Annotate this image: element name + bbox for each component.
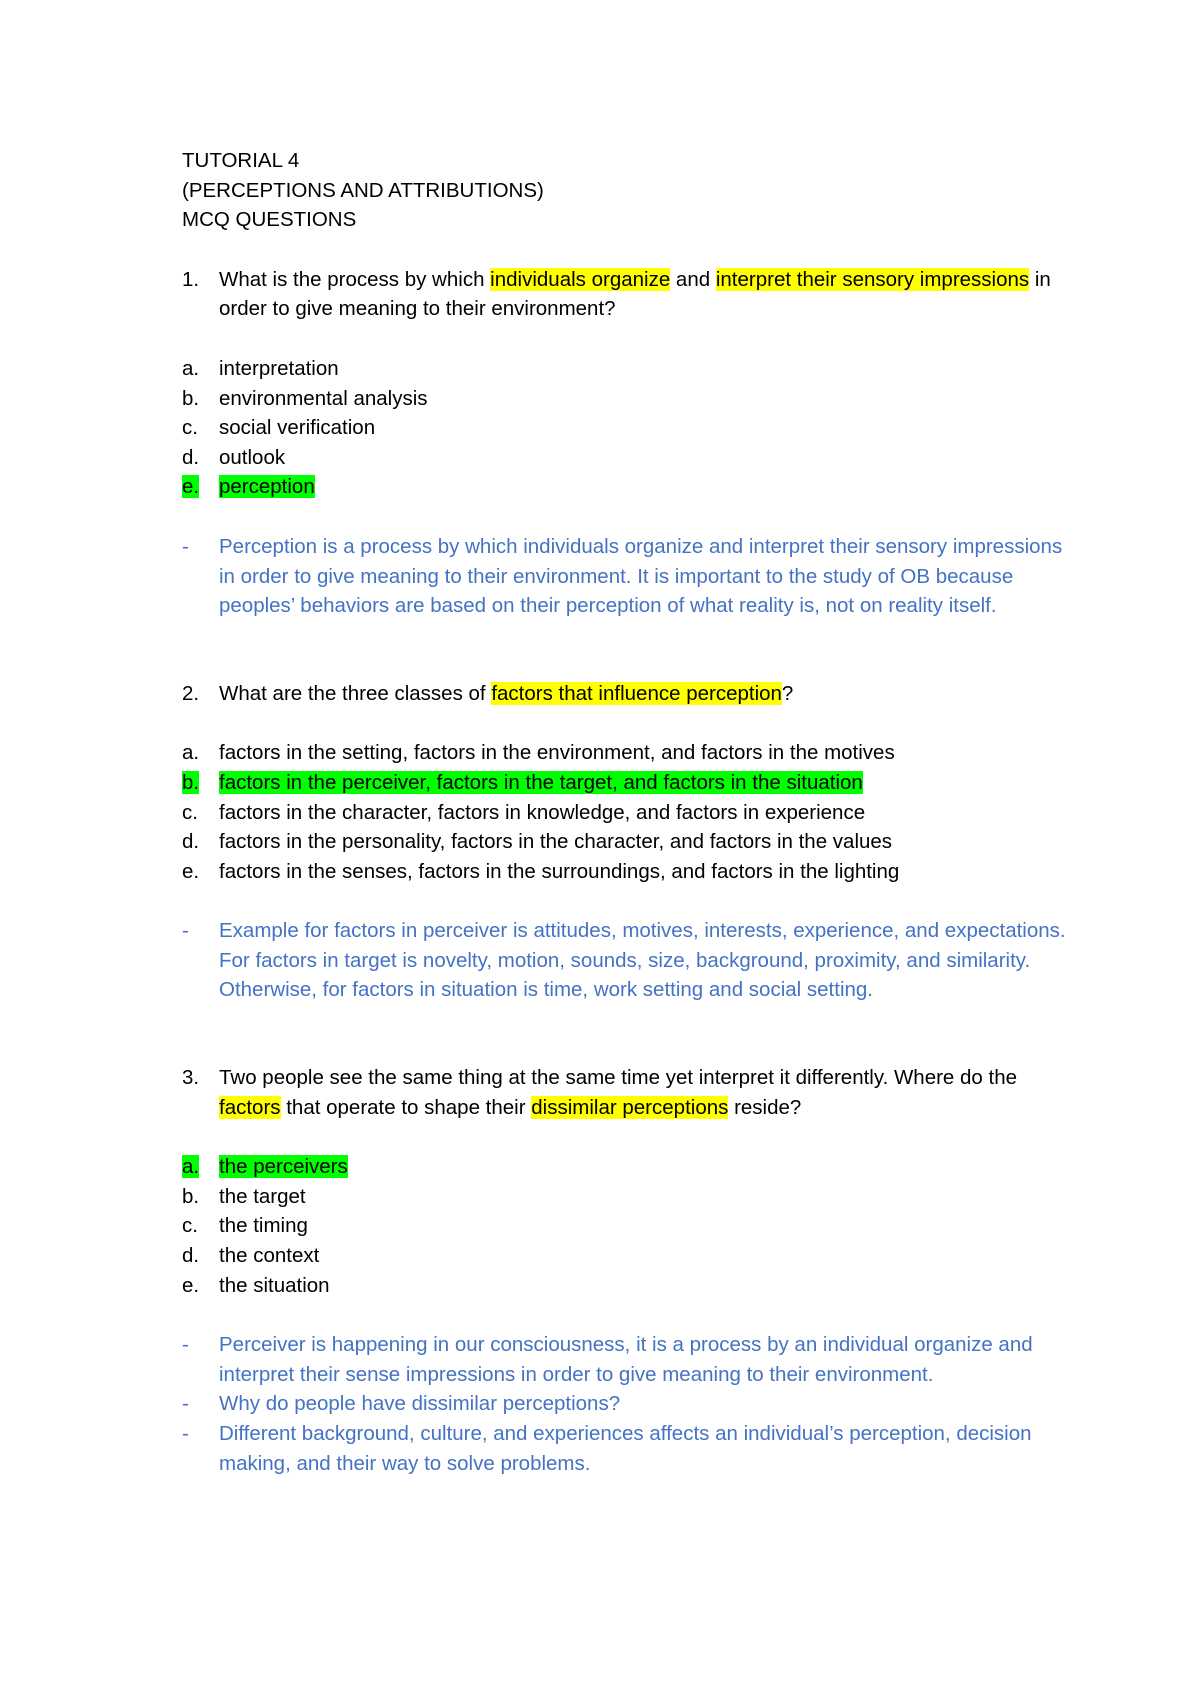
explanation-item (182, 1389, 1082, 1419)
spacer (182, 621, 1082, 679)
spacer (182, 886, 1082, 916)
explanation-text: Perception is a process by which individuals organize and interpret their sensory impressions in order to give meaning to their environment. It is important to the study of OB because peoples’ behaviors are based on their perception of what reality is, not on reality itself. (219, 534, 1063, 618)
option (182, 798, 1082, 828)
option-letter-highlight: e. (182, 475, 200, 499)
option-letter (182, 1152, 219, 1182)
option-letter: b. (182, 1184, 200, 1208)
answer-highlight: perception (219, 475, 315, 499)
option-text: factors in the character, factors in knowledge, and factors in experience (219, 800, 866, 824)
bullet-dash: - (182, 1333, 189, 1357)
option-text: factors in the senses, factors in the surroundings, and factors in the lighting (219, 859, 900, 883)
highlighted-keyword: dissimilar perceptions (531, 1095, 729, 1119)
option (182, 354, 1082, 384)
option-letter-highlight: a. (182, 1155, 200, 1179)
explanation-item (182, 1330, 1082, 1389)
question-text-segment: that operate to shape their (280, 1095, 532, 1119)
question-number: 3. (182, 1066, 200, 1090)
explanation-item (182, 1419, 1082, 1478)
explanation-text: Perceiver is happening in our consciousness, it is a process by an individual organize and interpret their sense impressions in order to give meaning to their environment. (219, 1333, 1033, 1386)
bullet-dash: - (182, 1392, 189, 1416)
spacer (182, 235, 1082, 265)
highlighted-keyword: factors (219, 1095, 281, 1119)
answer-highlight: the perceivers (219, 1155, 348, 1179)
option-text: the context (219, 1244, 320, 1268)
option-letter: a. (182, 741, 200, 765)
option (182, 827, 1082, 857)
spacer (182, 1005, 1082, 1063)
explanation-item (182, 916, 1082, 1005)
tutorial-title: TUTORIAL 4 (182, 149, 300, 172)
explanation-list (182, 532, 1082, 621)
option (182, 1241, 1082, 1271)
option-list (182, 354, 1082, 502)
option (182, 413, 1082, 443)
option-letter: d. (182, 830, 200, 854)
option-text: the target (219, 1184, 306, 1208)
option (182, 1211, 1082, 1241)
question-number: 1. (182, 267, 200, 291)
option-text (219, 768, 1082, 798)
explanation-list (182, 916, 1082, 1005)
question-stem (182, 265, 1082, 324)
highlighted-keyword: factors that influence perception (491, 681, 782, 705)
spacer (182, 502, 1082, 532)
option-text: factors in the setting, factors in the environment, and factors in the motives (219, 741, 895, 765)
tutorial-subtitle: (PERCEPTIONS AND ATTRIBUTIONS) (182, 178, 544, 202)
question-text-segment: reside? (728, 1095, 802, 1119)
question-block (182, 1063, 1082, 1478)
spacer (182, 324, 1082, 354)
bullet-dash: - (182, 1422, 189, 1445)
question-block (182, 265, 1082, 621)
option-correct (182, 472, 1082, 502)
option-letter (182, 472, 219, 502)
option-letter-highlight: b. (182, 770, 200, 794)
option-text (219, 472, 1082, 502)
explanation-text: Example for factors in perceiver is attitudes, motives, interests, experience, and expectations. For factors in target is novelty, motion, sounds, size, background, proximity, and similarity. Otherwise, for factors in situation is time, work setting and social setting. (219, 919, 1066, 1002)
question-text-segment: What is the process by which (219, 267, 491, 291)
highlighted-keyword: individuals organize (490, 267, 671, 291)
option (182, 1182, 1082, 1212)
question-text-segment: What are the three classes of (219, 681, 492, 705)
option-letter: c. (182, 1214, 198, 1238)
option-letter: c. (182, 416, 198, 440)
question-text-segment: in order to give meaning to their environment? (219, 267, 1051, 321)
option (182, 443, 1082, 473)
explanation-list (182, 1330, 1082, 1478)
question-text-segment: ? (781, 681, 794, 705)
spacer (182, 1122, 1082, 1152)
option-correct (182, 1152, 1082, 1182)
spacer (182, 1300, 1082, 1330)
question-block (182, 679, 1082, 1005)
question-text (219, 679, 1082, 709)
question-text (219, 1063, 1082, 1122)
bullet-dash: - (182, 534, 189, 558)
option (182, 384, 1082, 414)
question-text-segment: Two people see the same thing at the same time yet interpret it differently. Where do the (219, 1066, 1018, 1090)
option-letter: e. (182, 859, 200, 883)
question-stem (182, 679, 1082, 709)
option-list (182, 738, 1082, 886)
option-letter: e. (182, 1273, 200, 1297)
option-text: factors in the personality, factors in the character, and factors in the values (219, 830, 893, 854)
question-text-segment: and (670, 267, 716, 291)
option-text (219, 1152, 1082, 1182)
section-heading: MCQ QUESTIONS (182, 208, 357, 232)
explanation-text: Why do people have dissimilar perceptions? (219, 1392, 621, 1416)
question-text (219, 265, 1082, 324)
explanation-item (182, 532, 1082, 621)
option-text: interpretation (219, 356, 339, 380)
question-stem (182, 1063, 1082, 1122)
option-letter: d. (182, 445, 200, 469)
spacer (182, 708, 1082, 738)
option (182, 738, 1082, 768)
bullet-dash: - (182, 919, 189, 943)
option-text: social verification (219, 416, 376, 440)
question-list (182, 235, 1082, 1478)
option-text: the situation (219, 1273, 330, 1297)
option-correct (182, 768, 1082, 798)
option-letter: a. (182, 356, 200, 380)
option-letter (182, 768, 219, 798)
option-letter: d. (182, 1244, 200, 1268)
document-content (182, 146, 1082, 1478)
option-text: the timing (219, 1214, 308, 1238)
question-number: 2. (182, 681, 200, 705)
highlighted-keyword: interpret their sensory impressions (715, 267, 1030, 291)
option-text: outlook (219, 445, 286, 469)
document-header (182, 146, 1082, 235)
explanation-text: Different background, culture, and experiences affects an individual’s perception, decision making, and their way to solve problems. (219, 1422, 1032, 1475)
option-text: environmental analysis (219, 386, 428, 410)
option-list (182, 1152, 1082, 1300)
option-letter: b. (182, 386, 200, 410)
answer-highlight: factors in the perceiver, factors in the target, and factors in the situation (219, 770, 863, 794)
option (182, 1271, 1082, 1301)
option-letter: c. (182, 800, 198, 824)
option (182, 857, 1082, 887)
